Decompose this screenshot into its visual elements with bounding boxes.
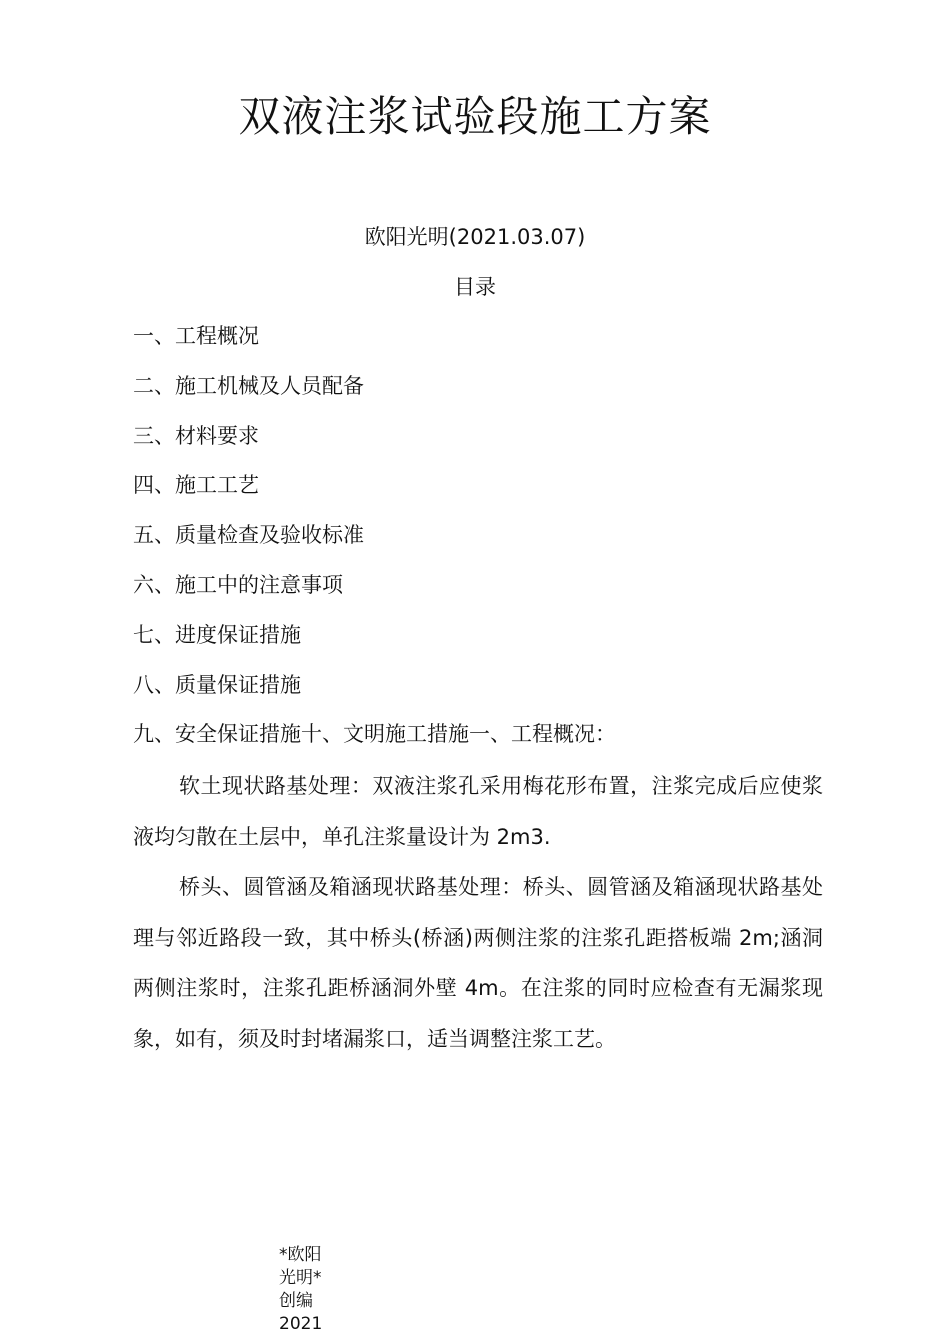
toc-item: 六、施工中的注意事项 xyxy=(133,572,343,597)
toc-item: 七、进度保证措施 xyxy=(133,622,301,647)
body-paragraph: 软土现状路基处理：双液注浆孔采用梅花形布置，注浆完成后应使浆液均匀散在土层中，单孔注浆量设计为 2m3. xyxy=(133,774,823,849)
toc-item: 一、工程概况 xyxy=(133,324,259,348)
toc-item: 二、施工机械及人员配备 xyxy=(133,373,364,398)
document-title: 双液注浆试验段施工方案 xyxy=(238,92,712,141)
toc-item: 四、施工工艺 xyxy=(133,473,259,498)
toc-heading: 目录 xyxy=(454,275,496,299)
body-paragraph: 桥头、圆管涵及箱涵现状路基处理：桥头、圆管涵及箱涵现状路基处理与邻近路段一致，其中桥头(桥涵)两侧注浆的注浆孔距搭板端 2m;涵洞两侧注浆时，注浆孔距桥涵洞外壁 4m。在注浆的同时应检查有无漏浆现象，如有，须及时封堵漏浆口，适当调整注浆工艺。 xyxy=(133,875,823,1051)
toc-item: 五、质量检查及验收标准 xyxy=(133,523,364,548)
toc-item: 八、质量保证措施 xyxy=(133,672,301,697)
author-line: 欧阳光明(2021.03.07) xyxy=(364,225,586,249)
toc-item: 九、安全保证措施十、文明施工措施一、工程概况： xyxy=(133,722,616,747)
footer-watermark-text: *欧阳光明*创编2021 xyxy=(279,1245,323,1334)
toc-item: 三、材料要求 xyxy=(133,423,259,448)
table-of-contents xyxy=(133,321,833,769)
